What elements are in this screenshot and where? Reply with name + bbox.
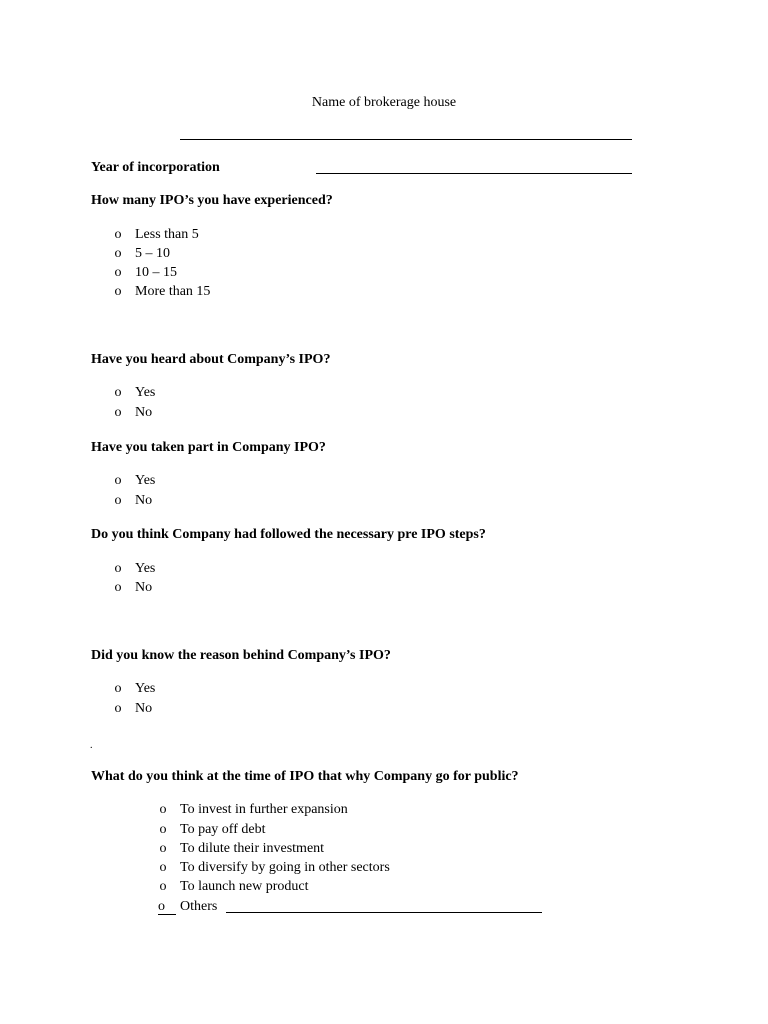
bullet-icon: o xyxy=(114,701,122,716)
bullet-icon: o xyxy=(114,580,122,595)
bullet-icon: o xyxy=(159,879,167,894)
option-label: Yes xyxy=(135,561,156,576)
bullet-icon: o xyxy=(114,227,122,242)
brokerage-name-field-line[interactable] xyxy=(180,139,632,140)
bullet-icon: o xyxy=(159,802,167,817)
option-label: Less than 5 xyxy=(135,227,199,242)
bullet-icon: o xyxy=(114,246,122,261)
stray-mark: . xyxy=(90,740,93,751)
option-label: Yes xyxy=(135,473,156,488)
brokerage-label: Name of brokerage house xyxy=(311,95,457,110)
option-label: No xyxy=(135,580,153,595)
option-label: To pay off debt xyxy=(180,822,266,837)
option-label: No xyxy=(135,493,153,508)
bullet-icon: o xyxy=(159,822,167,837)
bullet-icon: o xyxy=(114,385,122,400)
bullet-icon: o xyxy=(159,860,167,875)
option-label: No xyxy=(135,701,153,716)
option-label: More than 15 xyxy=(135,284,211,299)
others-field-line[interactable] xyxy=(226,912,542,913)
option-label: To dilute their investment xyxy=(180,841,325,856)
option-label: To invest in further expansion xyxy=(180,802,348,817)
question-why-go-public: What do you think at the time of IPO that why Company go for public? xyxy=(91,769,519,784)
question-ipos-experienced: How many IPO’s you have experienced? xyxy=(91,193,333,208)
option-label: To launch new product xyxy=(180,879,309,894)
option-label: To diversify by going in other sectors xyxy=(180,860,390,875)
option-label: Yes xyxy=(135,385,156,400)
option-label: Others xyxy=(180,899,218,914)
question-pre-ipo-steps: Do you think Company had followed the necessary pre IPO steps? xyxy=(91,527,486,542)
year-field-line[interactable] xyxy=(316,173,632,174)
bullet-icon: o xyxy=(159,841,167,856)
question-reason-behind-ipo: Did you know the reason behind Company’s IPO? xyxy=(91,648,391,663)
bullet-icon: o xyxy=(114,493,122,508)
bullet-icon: o xyxy=(114,473,122,488)
option-label: Yes xyxy=(135,681,156,696)
bullet-icon: o xyxy=(158,899,176,915)
option-label: No xyxy=(135,405,153,420)
bullet-icon: o xyxy=(114,681,122,696)
question-taken-part: Have you taken part in Company IPO? xyxy=(91,440,326,455)
option-label: 10 – 15 xyxy=(135,265,177,280)
bullet-icon: o xyxy=(114,405,122,420)
option-label: 5 – 10 xyxy=(135,246,170,261)
bullet-icon: o xyxy=(114,265,122,280)
bullet-icon: o xyxy=(114,284,122,299)
bullet-icon: o xyxy=(114,561,122,576)
question-heard-about-ipo: Have you heard about Company’s IPO? xyxy=(91,352,331,367)
year-label: Year of incorporation xyxy=(91,160,220,175)
